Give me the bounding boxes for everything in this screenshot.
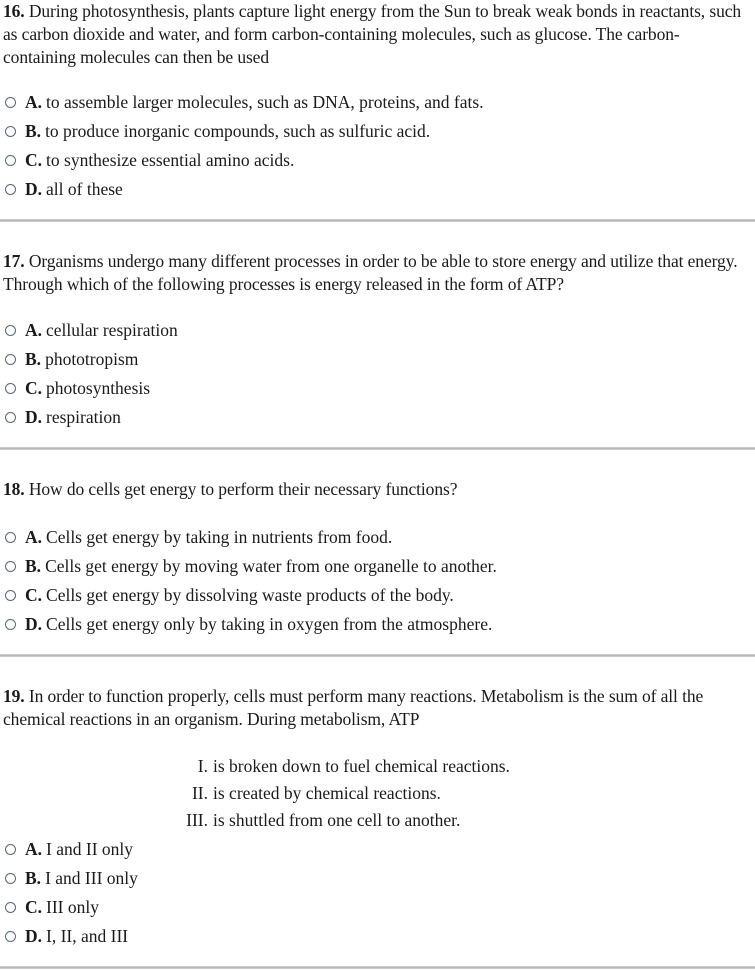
- radio-circle-icon[interactable]: [5, 97, 16, 108]
- option-b[interactable]: [5, 347, 138, 371]
- question-text: In order to function properly, cells must perform many reactions. Metabolism is the sum of all the chemical reactions in an organism. During metabolism, ATP: [3, 686, 704, 729]
- option-text: I, II, and III: [46, 926, 129, 946]
- option-letter: D.: [25, 926, 43, 946]
- option-a[interactable]: [5, 837, 133, 861]
- option-letter: D.: [25, 614, 43, 634]
- question-stem: [3, 478, 748, 501]
- statement-i: [174, 754, 510, 778]
- radio-circle-icon[interactable]: [5, 931, 16, 942]
- option-letter: D.: [25, 407, 43, 427]
- option-d[interactable]: [5, 405, 121, 429]
- radio-circle-icon[interactable]: [5, 844, 16, 855]
- option-b[interactable]: [5, 119, 430, 143]
- divider: [0, 654, 755, 657]
- option-letter: B.: [25, 868, 42, 888]
- statement-numeral: III.: [186, 810, 208, 830]
- option-letter: D.: [25, 179, 43, 199]
- divider: [0, 219, 755, 222]
- option-text: I and III only: [45, 868, 138, 888]
- radio-circle-icon[interactable]: [5, 325, 16, 336]
- option-letter: C.: [25, 150, 43, 170]
- option-letter: B.: [25, 349, 42, 369]
- radio-circle-icon[interactable]: [5, 561, 16, 572]
- question-number: 17.: [3, 251, 25, 271]
- option-text: III only: [46, 897, 99, 917]
- question-stem: [3, 685, 748, 731]
- question-number: 18.: [3, 479, 25, 499]
- option-text: cellular respiration: [46, 320, 178, 340]
- question-number: 16.: [3, 1, 25, 21]
- option-text: respiration: [46, 407, 121, 427]
- option-text: to assemble larger molecules, such as DNA, proteins, and fats.: [46, 92, 484, 112]
- divider: [0, 447, 755, 450]
- option-letter: C.: [25, 378, 43, 398]
- radio-circle-icon[interactable]: [5, 902, 16, 913]
- option-text: photosynthesis: [46, 378, 151, 398]
- statement-numeral: II.: [191, 783, 208, 803]
- radio-circle-icon[interactable]: [5, 590, 16, 601]
- statement-numeral: I.: [197, 756, 208, 776]
- option-d[interactable]: [5, 177, 123, 201]
- option-b[interactable]: [5, 554, 497, 578]
- option-letter: C.: [25, 897, 43, 917]
- option-text: to synthesize essential amino acids.: [46, 150, 295, 170]
- radio-circle-icon[interactable]: [5, 354, 16, 365]
- radio-circle-icon[interactable]: [5, 412, 16, 423]
- divider: [0, 966, 755, 969]
- option-d[interactable]: [5, 924, 128, 948]
- option-text: Cells get energy by taking in nutrients from food.: [46, 527, 393, 547]
- radio-circle-icon[interactable]: [5, 383, 16, 394]
- statement-iii: [174, 808, 460, 832]
- statement-ii: [174, 781, 441, 805]
- radio-circle-icon[interactable]: [5, 126, 16, 137]
- option-letter: A.: [25, 320, 43, 340]
- radio-circle-icon[interactable]: [5, 184, 16, 195]
- option-c[interactable]: [5, 583, 454, 607]
- option-text: Cells get energy only by taking in oxygen from the atmosphere.: [46, 614, 493, 634]
- option-text: Cells get energy by dissolving waste products of the body.: [46, 585, 454, 605]
- option-a[interactable]: [5, 90, 484, 114]
- question-stem: [3, 0, 748, 69]
- option-letter: B.: [25, 556, 42, 576]
- radio-circle-icon[interactable]: [5, 873, 16, 884]
- option-d[interactable]: [5, 612, 492, 636]
- question-text: During photosynthesis, plants capture light energy from the Sun to break weak bonds in reactants, such as carbon dioxide and water, and form carbon-containing molecules, such as glucose. The carbon-containing molecules can then be used: [3, 1, 742, 67]
- option-c[interactable]: [5, 895, 99, 919]
- option-b[interactable]: [5, 866, 138, 890]
- option-c[interactable]: [5, 148, 294, 172]
- option-text: all of these: [46, 179, 123, 199]
- option-text: phototropism: [45, 349, 139, 369]
- option-a[interactable]: [5, 525, 392, 549]
- option-letter: B.: [25, 121, 42, 141]
- option-text: to produce inorganic compounds, such as sulfuric acid.: [45, 121, 431, 141]
- option-letter: A.: [25, 92, 43, 112]
- statement-text: is shuttled from one cell to another.: [213, 810, 461, 830]
- option-letter: A.: [25, 839, 43, 859]
- option-letter: A.: [25, 527, 43, 547]
- statement-text: is broken down to fuel chemical reactions.: [213, 756, 510, 776]
- radio-circle-icon[interactable]: [5, 532, 16, 543]
- option-text: I and II only: [46, 839, 134, 859]
- option-letter: C.: [25, 585, 43, 605]
- question-text: How do cells get energy to perform their necessary functions?: [28, 479, 458, 499]
- question-number: 19.: [3, 686, 25, 706]
- option-a[interactable]: [5, 318, 178, 342]
- question-text: Organisms undergo many different processes in order to be able to store energy and utilize that energy. Through which of the following processes is energy released in the form of ATP?: [3, 251, 738, 294]
- statement-text: is created by chemical reactions.: [213, 783, 441, 803]
- radio-circle-icon[interactable]: [5, 619, 16, 630]
- question-stem: [3, 250, 748, 296]
- radio-circle-icon[interactable]: [5, 155, 16, 166]
- option-text: Cells get energy by moving water from one organelle to another.: [45, 556, 497, 576]
- option-c[interactable]: [5, 376, 150, 400]
